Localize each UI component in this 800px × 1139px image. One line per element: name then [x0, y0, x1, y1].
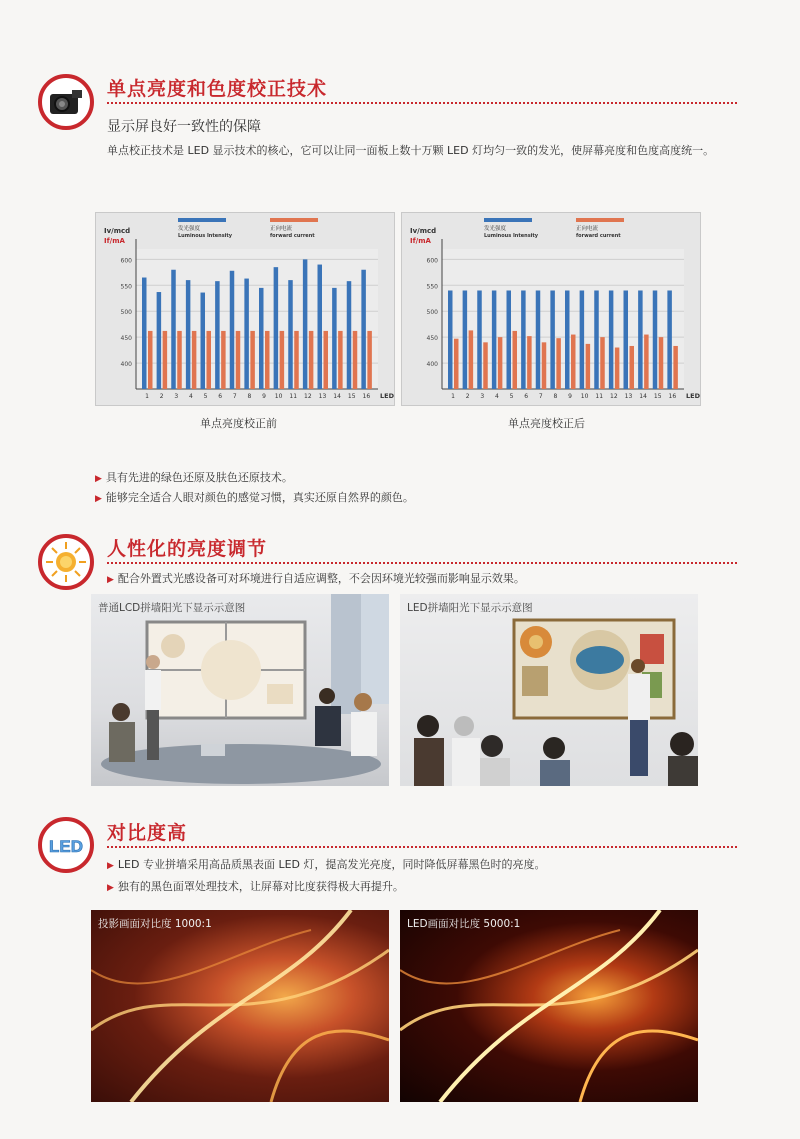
legend-swatch [270, 218, 318, 222]
legend-label: 发光强度 [178, 226, 201, 232]
led-icon [38, 817, 94, 873]
bar [659, 337, 664, 389]
chart-before [95, 212, 395, 406]
bar [556, 338, 561, 389]
y-tick-label: 550 [426, 283, 438, 291]
photo-led-wall [400, 594, 698, 786]
x-tick-label: 14 [639, 393, 647, 400]
bar [157, 292, 162, 389]
photo-lcd-wall [91, 594, 389, 786]
x-tick-label: 8 [247, 393, 252, 400]
section-title-calibration: 单点亮度和色度校正技术 [107, 78, 328, 100]
x-tick-label: 10 [274, 393, 283, 400]
x-tick-label: 12 [610, 393, 618, 400]
bar [215, 281, 220, 389]
y-tick-label: 450 [426, 335, 438, 343]
bar [361, 270, 366, 389]
bar [347, 281, 352, 389]
section-paragraph: 单点校正技术是 LED 显示技术的核心，它可以让同一面板上数十万颗 LED 灯均匀一致的发光，使屏幕亮度和色度高度统一。 [107, 144, 715, 157]
y-tick-label: 400 [120, 361, 132, 369]
legend-label: 发光强度 [484, 226, 507, 232]
bar [492, 290, 497, 389]
bar [353, 331, 358, 389]
bar [638, 290, 643, 389]
bar [367, 331, 372, 389]
bar [265, 331, 270, 389]
x-tick-label: 11 [289, 393, 298, 400]
bar [171, 270, 176, 389]
bar [303, 259, 308, 389]
x-tick-label: 3 [480, 393, 485, 400]
x-tick-label: 16 [668, 393, 677, 400]
bar [527, 336, 532, 389]
bar [236, 331, 241, 389]
bar [463, 290, 468, 389]
x-tick-label: 1 [451, 393, 455, 400]
section-title-brightness: 人性化的亮度调节 [107, 538, 268, 560]
x-tick-label: 8 [553, 393, 558, 400]
x-tick-label: 4 [188, 393, 193, 400]
bar [207, 331, 212, 389]
bar [498, 337, 503, 389]
bar [454, 339, 459, 389]
bar [309, 331, 314, 389]
bar [600, 337, 605, 389]
bar [250, 331, 255, 389]
x-tick-label: 6 [524, 393, 529, 400]
bar [288, 280, 293, 389]
bar [667, 290, 672, 389]
bullet-item: ▶ 独有的黑色面罩处理技术，让屏幕对比度获得极大再提升。 [107, 880, 404, 893]
bar [221, 331, 226, 389]
bar [542, 342, 547, 389]
x-tick-label: 1 [145, 393, 149, 400]
bar [230, 271, 235, 389]
bullet-item: ▶ 具有先进的绿色还原及肤色还原技术。 [95, 471, 293, 484]
bar [483, 342, 488, 389]
bar [586, 344, 591, 389]
legend-swatch [576, 218, 624, 222]
x-axis-label: LED [686, 392, 700, 400]
photo-led-caption: LED拼墙阳光下显示示意图 [407, 602, 533, 614]
x-tick-label: 9 [568, 393, 572, 400]
bar [615, 348, 620, 389]
x-tick-label: 3 [174, 393, 179, 400]
section-divider [107, 846, 737, 848]
y-tick-label: 500 [426, 309, 438, 317]
x-tick-label: 5 [509, 393, 514, 400]
bar [513, 331, 518, 389]
section-subtitle: 显示屏良好一致性的保障 [107, 119, 261, 135]
bar [244, 279, 249, 389]
bar [192, 331, 197, 389]
x-tick-label: 11 [595, 393, 604, 400]
bar [324, 331, 329, 389]
bar [186, 280, 191, 389]
y-tick-label: 450 [120, 335, 132, 343]
bar [142, 278, 147, 389]
bar [580, 290, 585, 389]
legend-label: 正向电流 [576, 226, 599, 232]
bar [624, 290, 629, 389]
bullet-item: ▶ LED 专业拼墙采用高品质黑表面 LED 灯，提高发光亮度，同时降低屏幕黑色时的亮度。 [107, 858, 546, 871]
bar [148, 331, 153, 389]
y-axis-label: Iv/mcd [104, 227, 131, 235]
bar [571, 335, 576, 389]
bar [630, 346, 635, 389]
section-title-contrast: 对比度高 [107, 822, 188, 844]
y-tick-label: 600 [120, 257, 132, 265]
contrast-image-led [400, 910, 698, 1102]
x-tick-label: 14 [333, 393, 341, 400]
legend-label-en: forward current [270, 233, 315, 239]
chart-after [401, 212, 701, 406]
x-tick-label: 16 [362, 393, 371, 400]
bar [280, 331, 285, 389]
x-tick-label: 13 [318, 393, 327, 400]
bar [477, 290, 482, 389]
chart-after-svg [402, 213, 700, 405]
bar [318, 265, 323, 389]
bar [201, 293, 206, 389]
bar [673, 346, 678, 389]
camera-icon [38, 74, 94, 130]
bar [469, 330, 474, 389]
legend-label: 正向电流 [270, 226, 293, 232]
x-axis-label: LED [380, 392, 394, 400]
bar [565, 290, 570, 389]
bar [448, 290, 453, 389]
legend-label-en: Luminous Intensity [178, 233, 233, 239]
x-tick-label: 7 [232, 393, 237, 400]
y-axis-label: If/mA [410, 237, 431, 245]
x-tick-label: 4 [494, 393, 499, 400]
bar [521, 290, 526, 389]
bar [163, 331, 168, 389]
y-axis-label: If/mA [104, 237, 125, 245]
chart-after-caption: 单点亮度校正后 [508, 417, 585, 430]
bar [644, 335, 649, 389]
x-tick-label: 9 [262, 393, 266, 400]
led-contrast-caption: LED画面对比度 5000:1 [407, 918, 521, 930]
legend-label-en: Luminous Intensity [484, 233, 539, 239]
x-tick-label: 7 [538, 393, 543, 400]
x-tick-label: 2 [159, 393, 164, 400]
chart-before-caption: 单点亮度校正前 [200, 417, 277, 430]
legend-swatch [484, 218, 532, 222]
bar [294, 331, 299, 389]
y-tick-label: 500 [120, 309, 132, 317]
x-tick-label: 15 [653, 393, 662, 400]
x-tick-label: 5 [203, 393, 208, 400]
x-tick-label: 6 [218, 393, 223, 400]
x-tick-label: 13 [624, 393, 633, 400]
y-tick-label: 600 [426, 257, 438, 265]
bar [177, 331, 182, 389]
y-tick-label: 550 [120, 283, 132, 291]
section-divider [107, 102, 737, 104]
legend-label-en: forward current [576, 233, 621, 239]
bar [653, 290, 658, 389]
x-tick-label: 2 [465, 393, 470, 400]
y-tick-label: 400 [426, 361, 438, 369]
sun-icon [38, 534, 94, 590]
bar [259, 288, 264, 389]
bar [594, 290, 599, 389]
bullet-item: ▶ 能够完全适合人眼对颜色的感觉习惯，真实还原自然界的颜色。 [95, 491, 414, 504]
bar [332, 288, 337, 389]
bar [536, 290, 541, 389]
bar [507, 290, 512, 389]
bar [609, 290, 614, 389]
x-tick-label: 10 [580, 393, 589, 400]
chart-before-svg [96, 213, 394, 405]
photo-lcd-caption: 普通LCD拼墙阳光下显示示意图 [98, 602, 246, 614]
projector-contrast-caption: 投影画面对比度 1000:1 [98, 918, 212, 930]
x-tick-label: 12 [304, 393, 312, 400]
x-tick-label: 15 [347, 393, 356, 400]
bullet-item: ▶ 配合外置式光感设备可对环境进行自适应调整，不会因环境光较强而影响显示效果。 [107, 572, 525, 585]
y-axis-label: Iv/mcd [410, 227, 437, 235]
bar [338, 331, 343, 389]
contrast-image-projector [91, 910, 389, 1102]
section-divider [107, 562, 737, 564]
led-icon-text: LED [49, 837, 83, 856]
bar [274, 267, 279, 389]
legend-swatch [178, 218, 226, 222]
bar [550, 290, 555, 389]
